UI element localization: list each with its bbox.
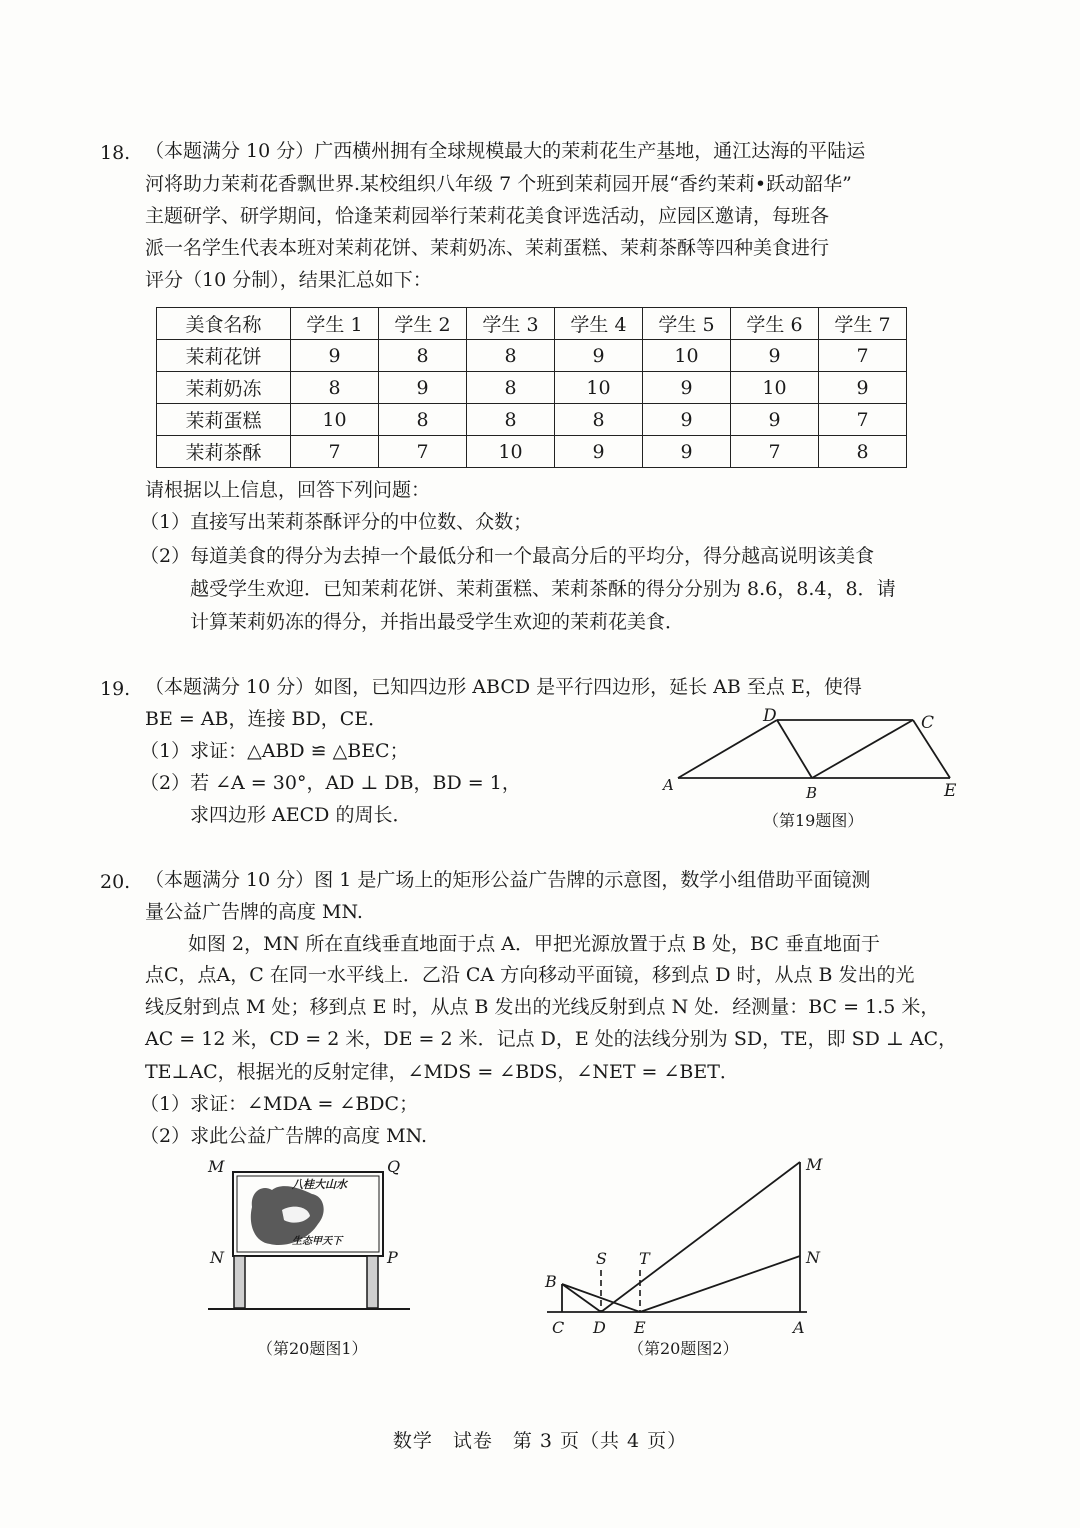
table-cell: 10	[555, 372, 643, 404]
q18-line-2: 河将助力茉莉花香飘世界.某校组织八年级 7 个班到茉莉园开展“香约茉莉•跃动韶华”	[145, 173, 852, 195]
q20-reflection-figure	[535, 1150, 835, 1345]
q20-body-1: 如图 2，MN 所在直线垂直地面于点 A．甲把光源放置于点 B 处，BC 垂直地面于	[188, 933, 880, 955]
q19-number: 19.	[100, 678, 131, 700]
segment-cb	[812, 720, 913, 778]
table-cell: 9	[379, 372, 467, 404]
label-d: D	[763, 706, 777, 726]
table-cell: 9	[555, 340, 643, 372]
table-cell: 8	[819, 436, 907, 468]
table-cell: 9	[731, 404, 819, 436]
q20-body-5: TE⊥AC，根据光的反射定律，∠MDS = ∠BDS，∠NET = ∠BET．	[145, 1061, 739, 1083]
table-cell: 8	[379, 404, 467, 436]
table-row	[157, 340, 907, 372]
q20-body-3: 线反射到点 M 处；移到点 E 时，从点 B 发出的光线反射到点 N 处．经测量：BC = 1.5 米，	[145, 996, 940, 1018]
label-p: P	[387, 1248, 398, 1267]
table-cell: 7	[819, 340, 907, 372]
q19-part-1: （1）求证：△ABD ≌ △BEC；	[140, 740, 409, 762]
segment-ad	[678, 720, 777, 778]
table-cell: 9	[731, 340, 819, 372]
ray-dm	[601, 1162, 800, 1312]
q20-part-1: （1）求证：∠MDA = ∠BDC；	[140, 1093, 419, 1115]
q18-number: 18.	[100, 142, 131, 164]
table-cell: 茉莉茶酥	[157, 436, 291, 468]
q20-line-2: 量公益广告牌的高度 MN.	[145, 901, 363, 923]
label-m: M	[806, 1155, 823, 1174]
table-cell: 8	[467, 340, 555, 372]
q19-part-2: （2）若 ∠A = 30°，AD ⊥ DB，BD = 1，	[140, 772, 521, 794]
label-n: N	[806, 1248, 820, 1267]
table-cell: 茉莉花饼	[157, 340, 291, 372]
table-cell: 10	[291, 404, 379, 436]
q18-part-2-line-3: 计算茉莉奶冻的得分，并指出最受学生欢迎的茉莉花美食．	[190, 611, 685, 633]
table-header-cell: 学生 1	[291, 308, 379, 340]
table-cell: 10	[467, 436, 555, 468]
table-cell: 9	[643, 404, 731, 436]
q20-number: 20.	[100, 871, 131, 893]
table-cell: 茉莉奶冻	[157, 372, 291, 404]
label-b: B	[806, 784, 818, 802]
q19-part-2b: 求四边形 AECD 的周长．	[190, 804, 412, 826]
table-row	[157, 404, 907, 436]
label-q: Q	[387, 1157, 401, 1176]
q20-part-2: （2）求此公益广告牌的高度 MN.	[140, 1125, 428, 1147]
table-cell: 7	[731, 436, 819, 468]
table-cell: 9	[291, 340, 379, 372]
label-b: B	[545, 1272, 557, 1291]
billboard-slogan-1: 八桂大山水	[292, 1178, 347, 1191]
table-cell: 10	[731, 372, 819, 404]
q18-part-2-line-2: 越受学生欢迎．已知茉莉花饼、茉莉蛋糕、茉莉茶酥的得分分别为 8.6，8.4，8．请	[190, 578, 896, 600]
table-cell: 8	[291, 372, 379, 404]
q20-line-1: （本题满分 10 分）图 1 是广场上的矩形公益广告牌的示意图，数学小组借助平面镜测	[145, 869, 871, 891]
table-header-cell: 学生 6	[731, 308, 819, 340]
label-e: E	[944, 781, 957, 801]
table-cell: 8	[379, 340, 467, 372]
q18-line-5: 评分（10 分制），结果汇总如下：	[145, 269, 432, 291]
label-s: S	[596, 1249, 607, 1268]
q20-body-4: AC = 12 米，CD = 2 米，DE = 2 米．记点 D，E 处的法线分别为 SD，TE，即 SD ⊥ AC，	[145, 1028, 958, 1050]
q18-after-table: 请根据以上信息，回答下列问题：	[145, 479, 431, 501]
table-cell: 8	[555, 404, 643, 436]
label-a: A	[663, 776, 674, 794]
billboard-post-left	[234, 1256, 245, 1308]
table-header-cell: 学生 7	[819, 308, 907, 340]
q20-caption-1: （第20题图1）	[257, 1339, 368, 1358]
table-header-cell: 学生 2	[379, 308, 467, 340]
table-cell: 8	[467, 372, 555, 404]
table-header-cell: 学生 4	[555, 308, 643, 340]
billboard-slogan-2: 生态甲天下	[292, 1236, 342, 1247]
page-footer: 数学 试卷 第 3 页（共 4 页）	[392, 1430, 688, 1452]
table-cell: 8	[467, 404, 555, 436]
table-row	[157, 372, 907, 404]
scores-table	[156, 307, 907, 468]
label-n: N	[210, 1248, 224, 1267]
label-a: A	[793, 1318, 805, 1337]
table-cell: 7	[379, 436, 467, 468]
q19-caption: （第19题图）	[763, 811, 864, 830]
q18-line-1: （本题满分 10 分）广西横州拥有全球规模最大的茉莉花生产基地，通江达海的平陆运	[145, 140, 866, 162]
table-header-row	[157, 308, 907, 340]
table-header-cell: 学生 5	[643, 308, 731, 340]
q18-line-3: 主题研学、研学期间，恰逢茉莉园举行茉莉花美食评选活动，应园区邀请，每班各	[145, 205, 830, 227]
ray-be	[562, 1284, 640, 1312]
q18-part-1: （1）直接写出茉莉茶酥评分的中位数、众数；	[140, 511, 533, 533]
q20-billboard-figure	[200, 1152, 415, 1317]
table-cell: 7	[291, 436, 379, 468]
table-cell: 9	[643, 372, 731, 404]
table-cell: 9	[555, 436, 643, 468]
table-header-cell: 学生 3	[467, 308, 555, 340]
table-header-cell: 美食名称	[157, 308, 291, 340]
ray-bd	[562, 1284, 601, 1312]
billboard-post-right	[367, 1256, 378, 1308]
q19-line-2: BE = AB，连接 BD，CE．	[145, 708, 388, 730]
table-cell: 7	[819, 404, 907, 436]
label-d: D	[593, 1318, 606, 1337]
q19-line-1: （本题满分 10 分）如图，已知四边形 ABCD 是平行四边形，延长 AB 至点 E，使得	[145, 676, 862, 698]
table-cell: 茉莉蛋糕	[157, 404, 291, 436]
label-t: T	[639, 1249, 650, 1268]
label-c: C	[552, 1318, 565, 1337]
segment-db	[777, 720, 812, 778]
table-row	[157, 436, 907, 468]
table-cell: 9	[819, 372, 907, 404]
q20-body-2: 点C，点A，C 在同一水平线上．乙沿 CA 方向移动平面镜，移到点 D 时，从点 B 发出的光	[145, 964, 915, 986]
table-cell: 10	[643, 340, 731, 372]
label-c: C	[921, 713, 935, 733]
label-e: E	[634, 1318, 646, 1337]
q19-parallelogram-figure	[655, 700, 975, 810]
q18-line-4: 派一名学生代表本班对茉莉花饼、茉莉奶冻、茉莉蛋糕、茉莉茶酥等四种美食进行	[145, 237, 830, 259]
table-cell: 9	[643, 436, 731, 468]
label-m: M	[208, 1157, 225, 1176]
q18-part-2-line-1: （2）每道美食的得分为去掉一个最低分和一个最高分后的平均分，得分越高说明该美食	[140, 545, 875, 567]
q20-caption-2: （第20题图2）	[628, 1339, 739, 1358]
